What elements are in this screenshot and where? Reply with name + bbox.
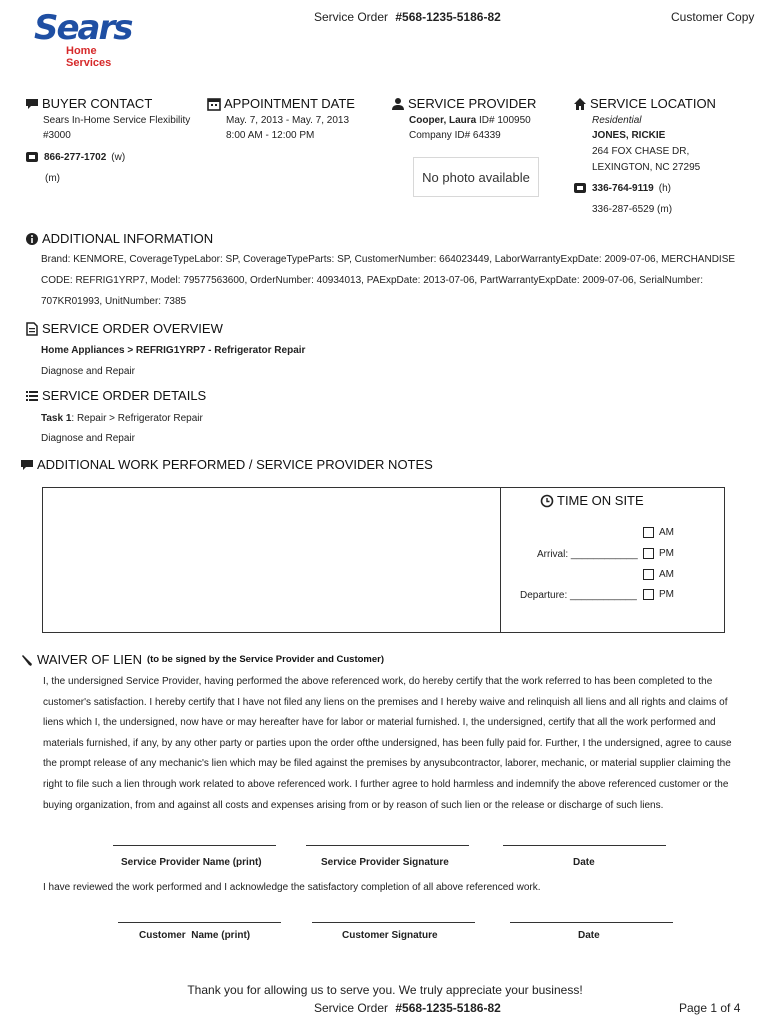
speech-bubble-icon: [25, 97, 39, 111]
departure-pm-checkbox[interactable]: [643, 589, 654, 600]
no-photo-text: No photo available: [422, 169, 530, 185]
buyer-contact-title: BUYER CONTACT: [42, 96, 153, 111]
time-on-site-title: TIME ON SITE: [557, 493, 644, 508]
buyer-phone-row: [25, 150, 125, 164]
waiver-line: the prompt release of any mechanic's lien which may be filed against the premises by anysubcontractor, laborer, mechanic, or material supplier claiming the: [43, 758, 731, 770]
provider-name-line[interactable]: [113, 845, 276, 846]
phone-icon: [573, 181, 587, 195]
additional-info-title: ADDITIONAL INFORMATION: [42, 231, 214, 246]
overview-title: SERVICE ORDER OVERVIEW: [42, 321, 223, 336]
waiver-line: right to file such a lien through work related to above referenced work. I further agree to hold harmless and indemnify the above referenced customer or the: [43, 778, 729, 790]
provider-signature-label: Service Provider Signature: [321, 857, 449, 868]
provider-id: ID# 100950: [479, 115, 531, 126]
location-phone-h: 336-764-9119: [592, 182, 654, 194]
acknowledgement-text: I have reviewed the work performed and I acknowledge the satisfactory completion of all above referenced work.: [43, 882, 541, 893]
customer-date-line[interactable]: [510, 922, 673, 923]
buyer-phone: 866-277-1702: [44, 151, 107, 163]
arrival-am-checkbox[interactable]: [643, 527, 654, 538]
service-order-number: #568-1235-5186-82: [395, 10, 501, 24]
waiver-line: customer's satisfaction. I hereby certify that I have not filed any liens on the premises and I hereby waive and relinquish all liens and all rights and claims of: [43, 696, 728, 708]
location-type: Residential: [592, 115, 642, 126]
location-phone-h-type: (h): [658, 182, 671, 194]
task-text: : Repair > Refrigerator Repair: [71, 413, 203, 424]
pen-icon: [20, 653, 34, 667]
departure-am-checkbox[interactable]: [643, 569, 654, 580]
service-provider-title: SERVICE PROVIDER: [408, 96, 537, 111]
person-icon: [391, 97, 405, 111]
document-icon: [25, 322, 39, 336]
time-on-site-heading: [540, 493, 644, 508]
notes-heading: [20, 457, 433, 472]
waiver-subtitle: (to be signed by the Service Provider and Customer): [146, 654, 385, 665]
sears-logo: [34, 8, 144, 69]
waiver-heading: [20, 652, 384, 667]
overview-desc: Diagnose and Repair: [41, 366, 135, 377]
customer-signature-label: Customer Signature: [342, 930, 438, 941]
logo-main-text: Sears: [34, 8, 132, 48]
appointment-heading: [207, 96, 355, 111]
footer-service-order: [314, 1001, 501, 1015]
provider-name-row: [409, 115, 531, 126]
location-name: JONES, RICKIE: [592, 130, 666, 141]
service-location-title: SERVICE LOCATION: [590, 96, 716, 111]
list-icon: [25, 389, 39, 403]
notes-divider: [500, 487, 501, 633]
provider-photo-placeholder: [413, 157, 539, 197]
speech-bubble-icon: [20, 458, 34, 472]
location-address2: LEXINGTON, NC 27295: [592, 162, 701, 173]
house-icon: [573, 97, 587, 111]
location-phone-m: 336-287-6529 (m): [592, 204, 673, 215]
details-desc: Diagnose and Repair: [41, 433, 135, 444]
location-address1: 264 FOX CHASE DR,: [592, 146, 690, 157]
clock-icon: [540, 494, 554, 508]
overview-path: Home Appliances > REFRIG1YRP7 - Refrigerator Repair: [41, 345, 306, 356]
arrival-pm-row: [643, 548, 674, 559]
provider-date-line[interactable]: [503, 845, 666, 846]
waiver-line: buying organization, from and against all costs and expenses arising from or by reason of such lien or the release or discharge of such liens.: [43, 799, 664, 811]
additional-info-heading: [25, 231, 213, 246]
calendar-icon: [207, 97, 221, 111]
customer-name-label: Customer Name (print): [139, 930, 251, 941]
waiver-line: liens which I, the undersigned, now have or may hereafter have for labor or material furnished. I, the undersigned, certify that all the work performed and: [43, 717, 716, 729]
additional-info-line1: Brand: KENMORE, CoverageTypeLabor: SP, CoverageTypeParts: SP, CustomerNumber: 664023449, LaborWarrantyExpDate: 2009-07-06, MERCHANDISE: [41, 254, 736, 265]
notes-box[interactable]: [42, 487, 725, 633]
departure-label[interactable]: Departure: ____________: [520, 590, 637, 601]
appointment-time: 8:00 AM - 12:00 PM: [226, 130, 315, 141]
service-location-heading: [573, 96, 716, 111]
details-heading: [25, 388, 206, 403]
provider-name-label: Service Provider Name (print): [121, 857, 262, 868]
waiver-paragraph: [43, 672, 743, 816]
customer-signature-line[interactable]: [312, 922, 475, 923]
overview-heading: [25, 321, 223, 336]
additional-info-line3: 707KR01993, UnitNumber: 7385: [41, 296, 187, 307]
notes-title: ADDITIONAL WORK PERFORMED / SERVICE PROVIDER NOTES: [37, 457, 433, 472]
departure-am-row: [643, 569, 674, 580]
buyer-mobile: (m): [45, 173, 60, 184]
waiver-line: materials furnished, if any, by any other party or parties upon the order ofthe undersigned, has been fully paid for. Further, I the undersigned, agree to cause: [43, 737, 732, 749]
provider-company: Company ID# 64339: [409, 130, 501, 141]
appointment-dates: May. 7, 2013 - May. 7, 2013: [226, 115, 350, 126]
departure-pm-row: [643, 589, 674, 600]
departure-pm-label: PM: [659, 589, 674, 600]
logo-sub-text: Home Services: [66, 45, 112, 69]
info-icon: [25, 232, 39, 246]
provider-date-label: Date: [573, 857, 595, 868]
arrival-pm-checkbox[interactable]: [643, 548, 654, 559]
task-label: Task 1: [41, 413, 72, 424]
buyer-line2: #3000: [43, 130, 71, 141]
additional-info-line2: CODE: REFRIG1YRP7, Model: 79577563600, OrderNumber: 40934013, PAExpDate: 2013-07-06, PartWarrantyExpDate: 2009-07-06, SerialNumber:: [41, 275, 704, 286]
page-number: Page 1 of 4: [679, 1001, 741, 1015]
customer-name-line[interactable]: [118, 922, 281, 923]
location-phone-row: [573, 181, 671, 195]
service-order-label: Service Order: [314, 10, 389, 24]
arrival-pm-label: PM: [659, 548, 674, 559]
phone-icon: [25, 150, 39, 164]
buyer-phone-type: (w): [111, 151, 126, 163]
arrival-am-label: AM: [659, 527, 674, 538]
customer-copy-label: Customer Copy: [671, 10, 755, 24]
departure-am-label: AM: [659, 569, 674, 580]
buyer-contact-heading: [25, 96, 152, 111]
arrival-label[interactable]: Arrival: ____________: [537, 549, 638, 560]
footer-service-order-number: #568-1235-5186-82: [395, 1001, 501, 1015]
provider-signature-line[interactable]: [306, 845, 469, 846]
details-task: [41, 413, 203, 424]
buyer-line1: Sears In-Home Service Flexibility: [43, 115, 191, 126]
service-order-header: [314, 10, 501, 24]
thank-you-text: Thank you for allowing us to serve you. We truly appreciate your business!: [187, 983, 583, 997]
arrival-am-row: [643, 527, 674, 538]
waiver-line: I, the undersigned Service Provider, having performed the above referenced work, do hereby certify that the work referred to has been completed to the: [43, 676, 713, 687]
footer-service-order-label: Service Order: [314, 1001, 389, 1015]
service-provider-heading: [391, 96, 536, 111]
customer-date-label: Date: [578, 930, 600, 941]
provider-name: Cooper, Laura: [409, 115, 477, 126]
appointment-title: APPOINTMENT DATE: [224, 96, 355, 111]
details-title: SERVICE ORDER DETAILS: [42, 388, 207, 403]
waiver-title: WAIVER OF LIEN: [37, 652, 142, 667]
